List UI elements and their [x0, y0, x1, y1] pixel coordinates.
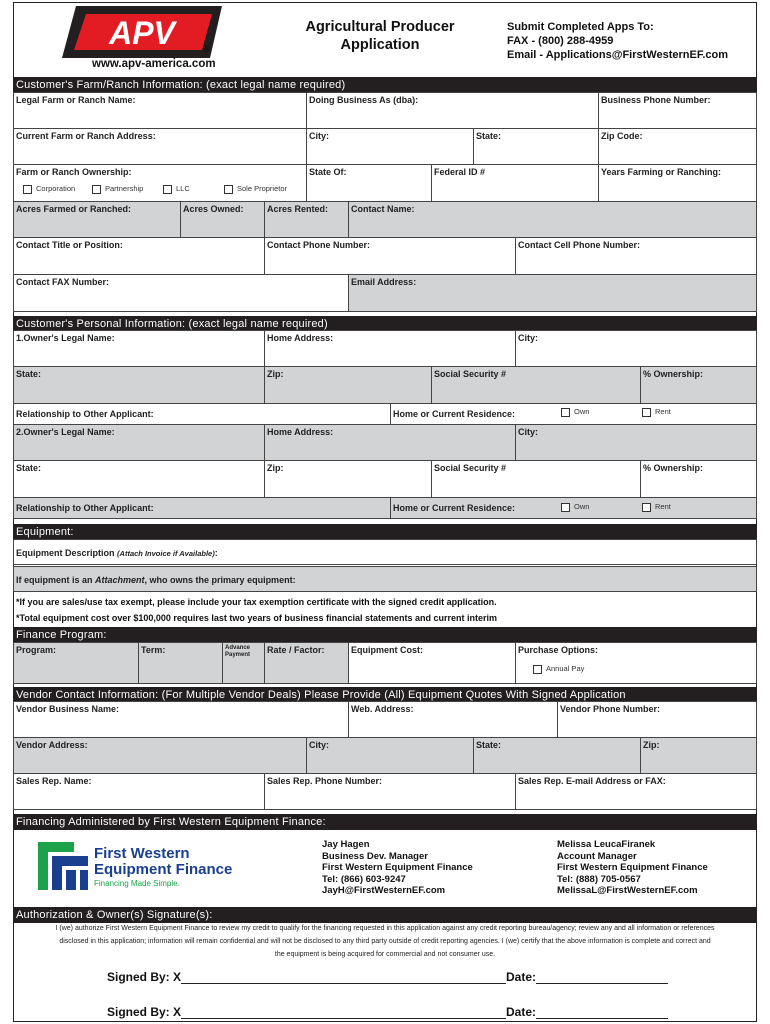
- owner1-name-field[interactable]: 1.Owner's Legal Name:: [13, 330, 265, 367]
- vendor-zip-field[interactable]: Zip:: [640, 737, 757, 774]
- llc-option[interactable]: LLC: [163, 184, 190, 194]
- advance-payment-field[interactable]: Advance Payment: [222, 642, 265, 684]
- owner1-own-option[interactable]: Own: [561, 407, 589, 417]
- sole-proprietor-option[interactable]: Sole Proprietor: [224, 184, 287, 194]
- sales-rep-phone-field[interactable]: Sales Rep. Phone Number:: [264, 773, 516, 810]
- jay-email-link[interactable]: JayH@FirstWesternEF.com: [322, 885, 446, 897]
- fwef-logo-icon: [36, 840, 91, 892]
- owner1-ssn-field[interactable]: Social Security #: [431, 366, 641, 404]
- section-finance: Finance Program:: [13, 627, 757, 643]
- owner2-city-field[interactable]: City:: [515, 424, 757, 461]
- sales-rep-email-field[interactable]: Sales Rep. E-mail Address or FAX:: [515, 773, 757, 810]
- sales-rep-name-field[interactable]: Sales Rep. Name:: [13, 773, 265, 810]
- owner1-own-checkbox[interactable]: [561, 408, 570, 417]
- legal-farm-name-field[interactable]: Legal Farm or Ranch Name:: [13, 92, 307, 129]
- owner1-ownership-field[interactable]: % Ownership:: [640, 366, 757, 404]
- llc-checkbox[interactable]: [163, 185, 172, 194]
- contact-melissa: Melissa LeucaFiranek Account Manager First Western Equipment Finance Tel: (888) 705-0567 MelissaL@FirstWesternEF.com: [557, 839, 708, 897]
- owner2-ownership-field[interactable]: % Ownership:: [640, 460, 757, 498]
- authorization-text: I (we) authorize First Western Equipment Finance to review my credit to qualify for the financing requested in this application against any credit reporting bureau/agency; review any and all information or references disclosed in this application; information will remain confidential and will not be disclosed to any third party outside of credit reporting agencies. I (we) certify that the above information is complete and correct and the equipment is being acquired for commercial and not consumer use.: [55, 925, 715, 958]
- vendor-city-field[interactable]: City:: [306, 737, 474, 774]
- annual-pay-checkbox[interactable]: [533, 665, 542, 674]
- owner1-rent-checkbox[interactable]: [642, 408, 651, 417]
- section-vendor: Vendor Contact Information: (For Multiple Vendor Deals) Please Provide (All) Equipment Quotes With Signed Application: [13, 687, 757, 703]
- section-equipment: Equipment:: [13, 524, 757, 540]
- partnership-option[interactable]: Partnership: [92, 184, 143, 194]
- equipment-cost-field[interactable]: Equipment Cost:: [348, 642, 516, 684]
- vendor-phone-field[interactable]: Vendor Phone Number:: [557, 701, 757, 738]
- ownership-field: Farm or Ranch Ownership:: [13, 164, 307, 202]
- program-field[interactable]: Program:: [13, 642, 139, 684]
- owner1-residence-field: Home or Current Residence:: [390, 403, 757, 425]
- section-personal: Customer's Personal Information: (exact legal name required): [13, 316, 757, 332]
- owner2-name-field[interactable]: 2.Owner's Legal Name:: [13, 424, 265, 461]
- owner2-ssn-field[interactable]: Social Security #: [431, 460, 641, 498]
- vendor-address-field[interactable]: Vendor Address:: [13, 737, 307, 774]
- partnership-checkbox[interactable]: [92, 185, 101, 194]
- section-customer-farm: Customer's Farm/Ranch Information: (exact legal name required): [13, 77, 757, 93]
- section-authorization: Authorization & Owner(s) Signature(s):: [13, 907, 757, 923]
- contact-cell-field[interactable]: Contact Cell Phone Number:: [515, 237, 757, 275]
- vendor-web-field[interactable]: Web. Address:: [348, 701, 558, 738]
- business-phone-field[interactable]: Business Phone Number:: [598, 92, 757, 129]
- owner2-relationship-field[interactable]: Relationship to Other Applicant:: [13, 497, 391, 519]
- farm-city-field[interactable]: City:: [306, 128, 474, 165]
- vendor-business-name-field[interactable]: Vendor Business Name:: [13, 701, 349, 738]
- rate-factor-field[interactable]: Rate / Factor:: [264, 642, 349, 684]
- vendor-state-field[interactable]: State:: [473, 737, 641, 774]
- contact-jay-hagen: Jay Hagen Business Dev. Manager First Western Equipment Finance Tel: (866) 603-9247 JayH@FirstWesternEF.com: [322, 839, 473, 897]
- signature-line-2[interactable]: Signed By: X Date:: [107, 1005, 668, 1019]
- owner2-rent-option[interactable]: Rent: [642, 502, 671, 512]
- farm-state-field[interactable]: State:: [473, 128, 599, 165]
- email-field[interactable]: Email Address:: [348, 274, 757, 312]
- owner2-own-option[interactable]: Own: [561, 502, 589, 512]
- dba-field[interactable]: Doing Business As (dba):: [306, 92, 599, 129]
- owner1-address-field[interactable]: Home Address:: [264, 330, 516, 367]
- section-administered: Financing Administered by First Western Equipment Finance:: [13, 814, 757, 830]
- signature-line-1[interactable]: Signed By: X Date:: [107, 970, 668, 984]
- owner1-relationship-field[interactable]: Relationship to Other Applicant:: [13, 403, 391, 425]
- acres-owned-field[interactable]: Acres Owned:: [180, 201, 265, 238]
- contact-phone-field[interactable]: Contact Phone Number:: [264, 237, 516, 275]
- owner2-address-field[interactable]: Home Address:: [264, 424, 516, 461]
- owner1-rent-option[interactable]: Rent: [642, 407, 671, 417]
- website: www.apv-america.com: [92, 58, 216, 70]
- fwef-logo-text: First Western Equipment Finance Financing Made Simple.: [94, 845, 233, 888]
- owner2-rent-checkbox[interactable]: [642, 503, 651, 512]
- registered-mark: ®: [203, 44, 211, 55]
- attachment-owner-field[interactable]: If equipment is an Attachment, who owns the primary equipment:: [13, 566, 757, 592]
- cost-note: *Total equipment cost over $100,000 requires last two years of business financial statements and current interim: [16, 613, 497, 623]
- submit-info: Submit Completed Apps To: FAX - (800) 288-4959 Email - Applications@FirstWesternEF.com: [507, 21, 728, 61]
- federal-id-field[interactable]: Federal ID #: [431, 164, 599, 202]
- acres-rented-field[interactable]: Acres Rented:: [264, 201, 349, 238]
- apv-logo-text: APV: [109, 15, 175, 51]
- owner1-zip-field[interactable]: Zip:: [264, 366, 432, 404]
- contact-name-field[interactable]: Contact Name:: [348, 201, 757, 238]
- page-title: Agricultural Producer Application: [305, 19, 455, 53]
- owner1-state-field[interactable]: State:: [13, 366, 265, 404]
- contact-fax-field[interactable]: Contact FAX Number:: [13, 274, 349, 312]
- owner1-city-field[interactable]: City:: [515, 330, 757, 367]
- owner2-residence-field: Home or Current Residence:: [390, 497, 757, 519]
- equipment-description-field[interactable]: Equipment Description (Attach Invoice if Available):: [13, 539, 757, 565]
- corporation-option[interactable]: Corporation: [23, 184, 75, 194]
- melissa-email-link[interactable]: MelissaL@FirstWesternEF.com: [557, 885, 698, 897]
- purchase-options-field: Purchase Options:: [515, 642, 757, 684]
- farm-address-field[interactable]: Current Farm or Ranch Address:: [13, 128, 307, 165]
- tax-exempt-note: *If you are sales/use tax exempt, please include your tax exemption certificate with the signed credit application.: [16, 597, 497, 607]
- acres-farmed-field[interactable]: Acres Farmed or Ranched:: [13, 201, 181, 238]
- annual-pay-option[interactable]: Annual Pay: [533, 664, 584, 674]
- owner2-own-checkbox[interactable]: [561, 503, 570, 512]
- state-of-field[interactable]: State Of:: [306, 164, 432, 202]
- term-field[interactable]: Term:: [138, 642, 223, 684]
- owner2-state-field[interactable]: State:: [13, 460, 265, 498]
- owner2-zip-field[interactable]: Zip:: [264, 460, 432, 498]
- apv-logo: [62, 6, 222, 58]
- years-farming-field[interactable]: Years Farming or Ranching:: [598, 164, 757, 202]
- corporation-checkbox[interactable]: [23, 185, 32, 194]
- contact-title-field[interactable]: Contact Title or Position:: [13, 237, 265, 275]
- sole-proprietor-checkbox[interactable]: [224, 185, 233, 194]
- farm-zip-field[interactable]: Zip Code:: [598, 128, 757, 165]
